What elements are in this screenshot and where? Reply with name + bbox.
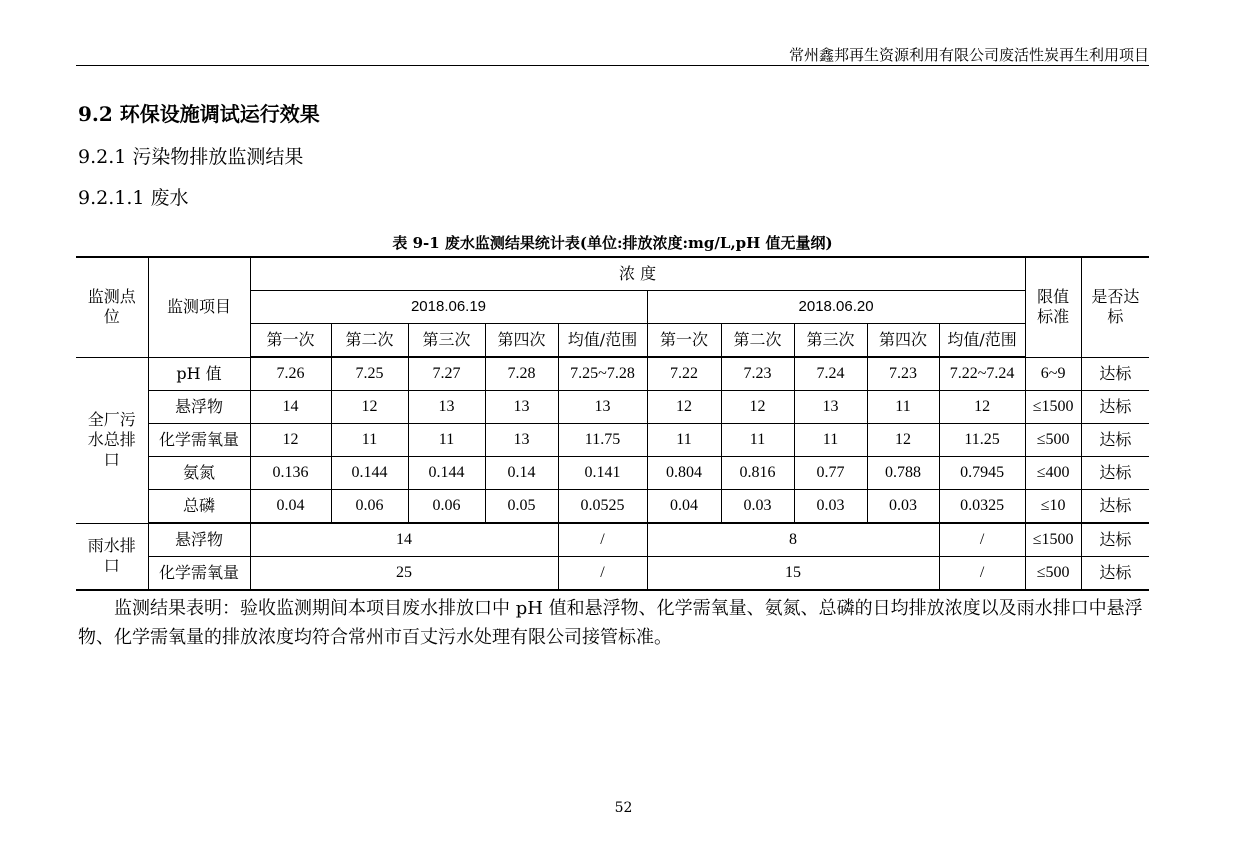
value: 0.03 (867, 490, 939, 524)
header-sub-1-first: 第一次 (250, 324, 331, 358)
value: 0.04 (647, 490, 721, 524)
value-day2: 8 (647, 523, 939, 557)
header-concentration: 浓 度 (250, 257, 1025, 291)
value-range: 12 (939, 391, 1025, 424)
table-row (76, 557, 1149, 591)
value: 0.788 (867, 457, 939, 490)
value: 0.05 (485, 490, 558, 524)
item-cod: 化学需氧量 (148, 557, 250, 591)
value: 0.14 (485, 457, 558, 490)
value: 11 (408, 424, 485, 457)
value-range: 0.0325 (939, 490, 1025, 524)
value: 7.24 (794, 357, 867, 391)
value: 11 (331, 424, 408, 457)
value: 7.28 (485, 357, 558, 391)
value-range: 0.7945 (939, 457, 1025, 490)
limit-value: ≤400 (1025, 457, 1081, 490)
table-row (76, 457, 1149, 490)
value: 13 (485, 424, 558, 457)
value: 0.06 (331, 490, 408, 524)
value: 0.804 (647, 457, 721, 490)
header-company-project: 常州鑫邦再生资源利用有限公司废活性炭再生利用项目 (788, 46, 1149, 64)
item-cod: 化学需氧量 (148, 424, 250, 457)
item-suspended-solids: 悬浮物 (148, 523, 250, 557)
limit-value: ≤10 (1025, 490, 1081, 524)
value-range: 13 (558, 391, 647, 424)
value: 0.04 (250, 490, 331, 524)
header-date-1: 2018.06.19 (250, 291, 647, 324)
value: 7.23 (721, 357, 794, 391)
header-sub-2-mean: 均值/范围 (939, 324, 1025, 358)
header-sub-2-first: 第一次 (647, 324, 721, 358)
value-range: 11.25 (939, 424, 1025, 457)
compliance-status: 达标 (1081, 391, 1149, 424)
header-sub-2-second: 第二次 (721, 324, 794, 358)
value: 0.144 (408, 457, 485, 490)
compliance-status: 达标 (1081, 490, 1149, 524)
header-sub-2-fourth: 第四次 (867, 324, 939, 358)
value-range: 11.75 (558, 424, 647, 457)
item-ammonia-nitrogen: 氨氮 (148, 457, 250, 490)
header-sub-1-second: 第二次 (331, 324, 408, 358)
table-row (76, 523, 1149, 557)
value-range: / (558, 523, 647, 557)
value: 13 (794, 391, 867, 424)
value: 0.136 (250, 457, 331, 490)
value-day1: 25 (250, 557, 558, 591)
header-limit: 限值标准 (1025, 257, 1081, 357)
value: 7.25 (331, 357, 408, 391)
header-location: 监测点位 (76, 257, 148, 357)
header-sub-1-third: 第三次 (408, 324, 485, 358)
table-caption: 表 9-1 废水监测结果统计表(单位:排放浓度:mg/L,pH 值无量纲) (392, 234, 833, 252)
value-range: / (939, 523, 1025, 557)
location-plant-outlet: 全厂污水总排口 (76, 357, 148, 523)
header-sub-2-third: 第三次 (794, 324, 867, 358)
table-row (76, 391, 1149, 424)
item-suspended-solids: 悬浮物 (148, 391, 250, 424)
value: 13 (485, 391, 558, 424)
item-total-phosphorus: 总磷 (148, 490, 250, 524)
compliance-status: 达标 (1081, 357, 1149, 391)
value-range: / (558, 557, 647, 591)
value-range: 7.25~7.28 (558, 357, 647, 391)
header-rule (76, 65, 1149, 66)
compliance-status: 达标 (1081, 424, 1149, 457)
header-sub-1-fourth: 第四次 (485, 324, 558, 358)
value-range: 0.141 (558, 457, 647, 490)
value-day2: 15 (647, 557, 939, 591)
value: 7.23 (867, 357, 939, 391)
value: 0.03 (721, 490, 794, 524)
compliance-status: 达标 (1081, 457, 1149, 490)
table-row (76, 357, 1149, 391)
limit-value: ≤1500 (1025, 523, 1081, 557)
item-ph: pH 值 (148, 357, 250, 391)
value: 12 (721, 391, 794, 424)
header-compliance: 是否达标 (1081, 257, 1149, 357)
value-range: / (939, 557, 1025, 591)
value: 11 (794, 424, 867, 457)
limit-value: 6~9 (1025, 357, 1081, 391)
value: 11 (721, 424, 794, 457)
compliance-status: 达标 (1081, 523, 1149, 557)
wastewater-monitoring-table (76, 256, 1149, 591)
heading-9-2-1: 9.2.1 污染物排放监测结果 (78, 146, 304, 168)
value: 12 (867, 424, 939, 457)
limit-value: ≤500 (1025, 424, 1081, 457)
value: 0.77 (794, 457, 867, 490)
header-sub-1-mean: 均值/范围 (558, 324, 647, 358)
compliance-status: 达标 (1081, 557, 1149, 591)
value: 0.06 (408, 490, 485, 524)
value-day1: 14 (250, 523, 558, 557)
header-item: 监测项目 (148, 257, 250, 357)
value: 11 (647, 424, 721, 457)
value: 13 (408, 391, 485, 424)
value-range: 7.22~7.24 (939, 357, 1025, 391)
value: 0.816 (721, 457, 794, 490)
value: 12 (250, 424, 331, 457)
value: 7.27 (408, 357, 485, 391)
location-rain-outlet: 雨水排口 (76, 523, 148, 590)
heading-9-2: 9.2 环保设施调试运行效果 (78, 102, 320, 126)
heading-9-2-1-1: 9.2.1.1 废水 (78, 187, 189, 209)
limit-value: ≤1500 (1025, 391, 1081, 424)
value: 0.03 (794, 490, 867, 524)
value: 0.144 (331, 457, 408, 490)
value-range: 0.0525 (558, 490, 647, 524)
table-row (76, 424, 1149, 457)
value: 11 (867, 391, 939, 424)
value: 12 (647, 391, 721, 424)
value: 7.26 (250, 357, 331, 391)
limit-value: ≤500 (1025, 557, 1081, 591)
table-row (76, 490, 1149, 524)
value: 14 (250, 391, 331, 424)
conclusion-paragraph: 监测结果表明：验收监测期间本项目废水排放口中 pH 值和悬浮物、化学需氧量、氨氮、总磷的日均排放浓度以及雨水排口中悬浮物、化学需氧量的排放浓度均符合常州市百丈污水处理有限公司接管标准。 (78, 598, 1143, 648)
page-number: 52 (614, 800, 633, 816)
value: 7.22 (647, 357, 721, 391)
header-date-2: 2018.06.20 (647, 291, 1025, 324)
value: 12 (331, 391, 408, 424)
